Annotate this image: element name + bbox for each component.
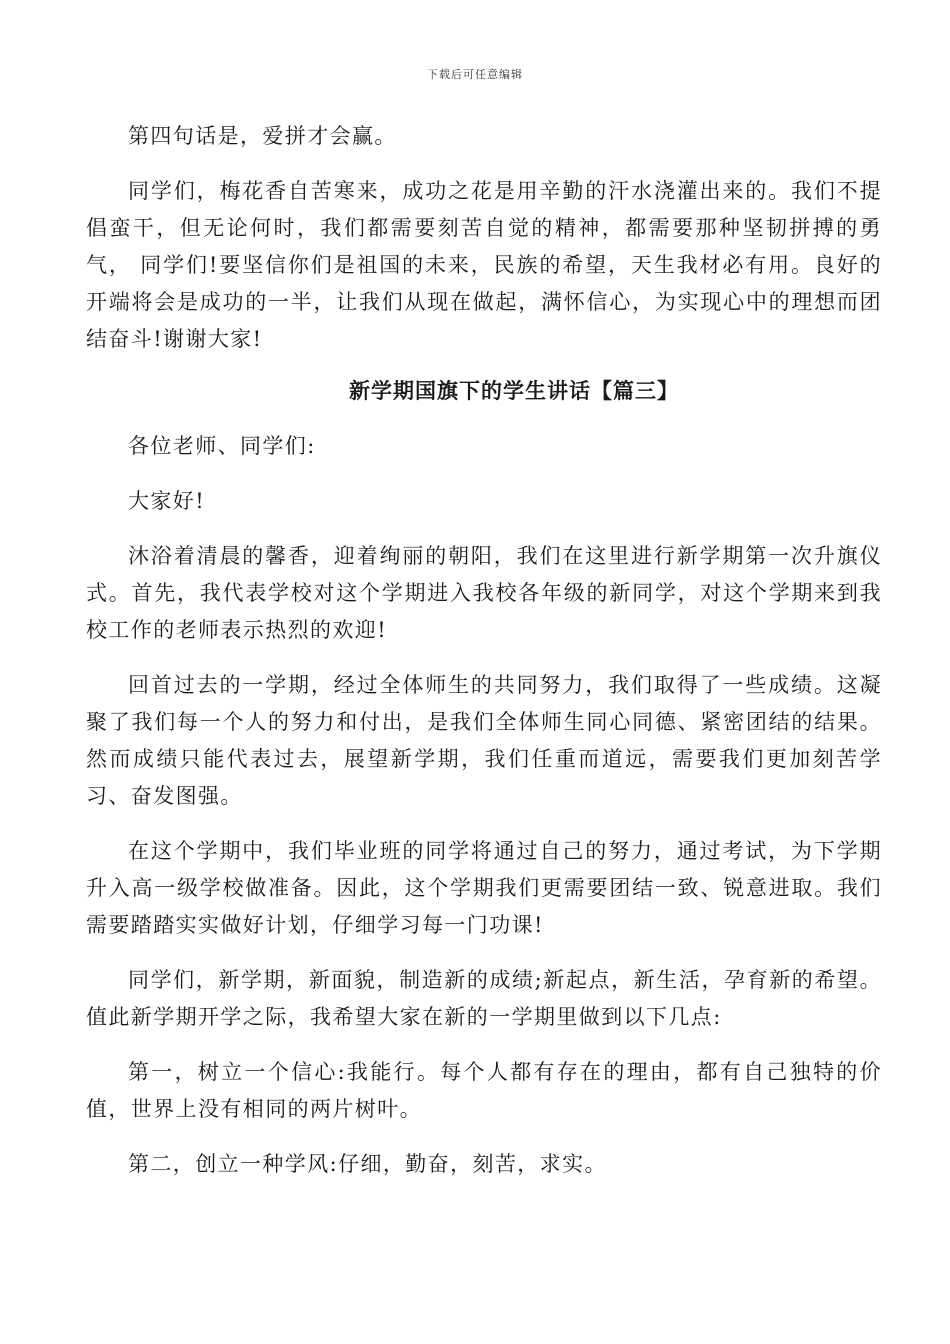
paragraph-7: 在这个学期中，我们毕业班的同学将通过自己的努力，通过考试，为下学期升入高一级学校做准备。因此，这个学期我们更需要团结一致、锐意进取。我们需要踏踏实实做好计划，仔细学习每一门功课! (86, 839, 882, 937)
section-title: 新学期国旗下的学生讲话【篇三】 (349, 379, 679, 403)
paragraph-6: 回首过去的一学期，经过全体师生的共同努力，我们取得了一些成绩。这凝聚了我们每一个人的努力和付出，是我们全体师生同心同德、紧密团结的结果。然而成绩只能代表过去，展望新学期，我们任重而道远，需要我们更加刻苦学习、奋发图强。 (86, 673, 882, 808)
header-note: 下载后可任意编辑 (427, 68, 523, 81)
paragraph-hello: 大家好! (128, 489, 206, 513)
paragraph-2: 同学们，梅花香自苦寒来，成功之花是用辛勤的汗水浇灌出来的。我们不提倡蛮干，但无论何时，我们都需要刻苦自觉的精神，都需要那种坚韧拼搏的勇气， 同学们!要坚信你们是祖国的未来，民族的希望，天生我材必有用。良好的开端将会是成功的一半，让我们从现在做起，满怀信心，为实现心中的理想而团结奋斗!谢谢大家! (86, 179, 882, 351)
paragraph-10: 第二，创立一种学风:仔细，勤奋，刻苦，求实。 (128, 1152, 607, 1176)
paragraph-greeting: 各位老师、同学们: (128, 434, 316, 458)
paragraph-8: 同学们，新学期，新面貌，制造新的成绩;新起点，新生活，孕育新的希望。值此新学期开学之际，我希望大家在新的一学期里做到以下几点: (86, 968, 882, 1029)
document-body (86, 118, 882, 1201)
paragraph-9: 第一，树立一个信心:我能行。每个人都有存在的理由，都有自己独特的价值，世界上没有相同的两片树叶。 (86, 1060, 882, 1121)
paragraph-1: 第四句话是，爱拼才会赢。 (128, 124, 397, 148)
paragraph-5: 沐浴着清晨的馨香，迎着绚丽的朝阳，我们在这里进行新学期第一次升旗仪式。首先，我代表学校对这个学期进入我校各年级的新同学，对这个学期来到我校工作的老师表示热烈的欢迎! (86, 544, 882, 642)
